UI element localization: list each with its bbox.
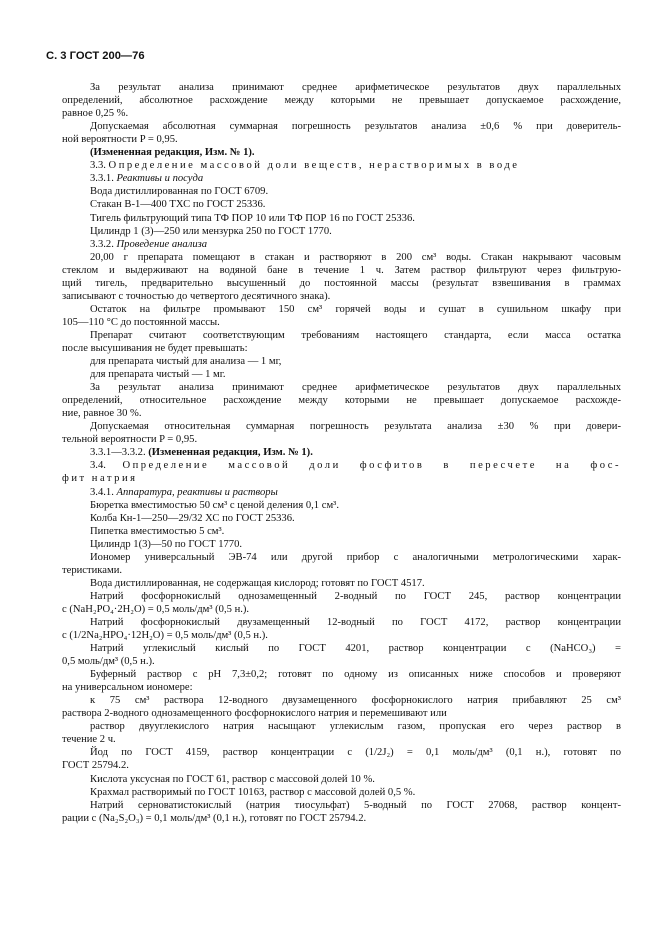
section-title: Определение массовой доли веществ, нерастворимых в воде [108,160,520,172]
paragraph-line: Остаток на фильтре промывают 150 см³ горячей воды и сушат в сушильном шкафу при [90,303,621,315]
section-number: 3.3. [90,160,106,172]
paragraph-line: 20,00 г препарата помещают в стакан и растворяют в 200 см³ воды. Стакан накрывают часовым [90,251,621,263]
formula-line: c (NaH₂PO₄·2H₂O) = 0,5 моль/дм³ (0,5 н.). [62,603,250,615]
paragraph-line: Натрий серноватистокислый (натрия тиосульфат) 5-водный по ГОСТ 27068, раствор концент- [90,799,621,811]
section-title-cont: фит натрия [62,473,138,485]
paragraph-line: стеклом и выдерживают на водяной бане в течение 1 ч. Затем раствор фильтруют через фильтрую- [62,264,621,276]
paragraph-line: Натрий фосфорнокислый двузамещенный 12-водный по ГОСТ 4172, раствор концентрации [90,616,621,628]
paragraph-line: Препарат считают соответствующим требованиям настоящего стандарта, если масса остатка [90,329,621,341]
section-heading [62,159,621,172]
paragraph-line: на универсальном иономере: [62,682,193,694]
paragraph-line: щий тигель, предварительно высушенный до постоянной массы (результат взвешивания в граммах [62,277,621,289]
paragraph-line: раствор двууглекислого натрия насыщают углекислым газом, пропуская его через раствор в [90,721,621,733]
subsection-number: 3.3.1. [90,173,114,185]
section-number: 3.4. [90,460,106,472]
revision-note: (Измененная редакция, Изм. № 1). [90,147,255,159]
paragraph-line: ГОСТ 25794.2. [62,760,129,772]
formula-line: 0,5 моль/дм³ (0,5 н.). [62,656,155,668]
paragraph-line: За результат анализа принимают среднее арифметическое результатов двух параллельных [90,382,621,394]
formula-line: c (1/2Na₂HPO₄·12H₂O) = 0,5 моль/дм³ (0,5 н.). [62,630,268,642]
subsection-title: Реактивы и посуда [116,173,204,185]
formula-line: рации c (Na₂S₂O₃) = 0,1 моль/дм³ (0,1 н.), готовят по ГОСТ 25794.2. [62,812,367,824]
list-item: Крахмал растворимый по ГОСТ 10163, раствор с массовой долей 0,5 %. [90,786,416,798]
section-heading [62,459,621,472]
paragraph-line: равное 0,25 %. [62,108,129,120]
paragraph-line: определений, относительное расхождение между которыми не превышает допускаемое расхожде- [62,395,621,407]
list-item: для препарата чистый — 1 мг. [90,369,226,381]
paragraph-line: Допускаемая абсолютная суммарная погрешность результатов анализа ±0,6 % при доверитель- [90,121,621,133]
revision-range: 3.3.1—3.3.2. [90,447,146,459]
paragraph-line: после высушивания не будет превышать: [62,342,248,354]
paragraph-line: Натрий углекислый кислый по ГОСТ 4201, раствор концентрации c (NaHCO₃) = [90,643,621,655]
paragraph-line: к 75 см³ раствора 12-водного двузамещенного фосфорнокислого натрия прибавляют 25 см³ [90,695,621,707]
subsection-title: Проведение анализа [116,238,208,250]
paragraph-line: Йод по ГОСТ 4159, раствор концентрации c (1/2J₂) = 0,1 моль/дм³ (0,1 н.), готовят по [90,747,621,759]
list-item: Колба Кн-1—250—29/32 ХС по ГОСТ 25336. [90,512,295,524]
list-item: для препарата чистый для анализа — 1 мг, [90,356,282,368]
subsection-heading [62,172,621,185]
revision-note [62,446,621,459]
list-item: Стакан В-1—400 ТХС по ГОСТ 25336. [90,199,266,211]
paragraph-line: Иономер универсальный ЭВ-74 или другой прибор с аналогичными метрологическими харак- [90,551,621,563]
paragraph-line: 105—110 °С до постоянной массы. [62,316,220,328]
paragraph-line: течение 2 ч. [62,734,116,746]
list-item: Цилиндр 1 (3)—250 или мензурка 250 по ГОСТ 1770. [90,225,332,237]
list-item: Тигель фильтрующий типа ТФ ПОР 10 или ТФ ПОР 16 по ГОСТ 25336. [90,212,415,224]
paragraph-line: теристиками. [62,564,123,576]
paragraph-line: ной вероятности P = 0,95. [62,134,178,146]
page-header: С. 3 ГОСТ 200—76 [46,50,145,62]
list-item: Вода дистиллированная, не содержащая кислород; готовят по ГОСТ 4517. [90,577,425,589]
paragraph-line: записывают с точностью до четвертого десятичного знака). [62,290,331,302]
paragraph-line: Буферный раствор с pH 7,3±0,2; готовят по одному из описанных ниже способов и проверяют [90,669,621,681]
list-item: Цилиндр 1(3)—50 по ГОСТ 1770. [90,538,243,550]
subsection-number: 3.3.2. [90,238,114,250]
section-title: Определение массовой доли фосфитов в пересчете на фос- [122,460,621,472]
list-item: Кислота уксусная по ГОСТ 61, раствор с массовой долей 10 %. [90,773,375,785]
subsection-heading [62,238,621,251]
paragraph-line: ние, равное 30 %. [62,408,142,420]
paragraph-line: определений, абсолютное расхождение между которыми не превышает допускаемое расхождение, [62,95,621,107]
list-item: Пипетка вместимостью 5 см³. [90,525,225,537]
revision-text: (Измененная редакция, Изм. № 1). [148,447,313,459]
list-item: Вода дистиллированная по ГОСТ 6709. [90,186,269,198]
list-item: Бюретка вместимостью 50 см³ с ценой деления 0,1 см³. [90,499,339,511]
subsection-title: Аппаратура, реактивы и растворы [116,486,278,498]
paragraph-line: Допускаемая относительная суммарная погрешность результата анализа ±30 % при довери- [90,421,621,433]
subsection-heading [62,486,621,499]
paragraph-line: раствора 2-водного однозамещенного фосфорнокислого натрия и перемешивают или [62,708,447,720]
paragraph-line: тельной вероятности P = 0,95. [62,434,198,446]
paragraph-line: За результат анализа принимают среднее арифметическое результатов двух параллельных [90,82,621,94]
subsection-number: 3.4.1. [90,486,114,498]
paragraph-line: Натрий фосфорнокислый однозамещенный 2-водный по ГОСТ 245, раствор концентрации [90,590,621,602]
